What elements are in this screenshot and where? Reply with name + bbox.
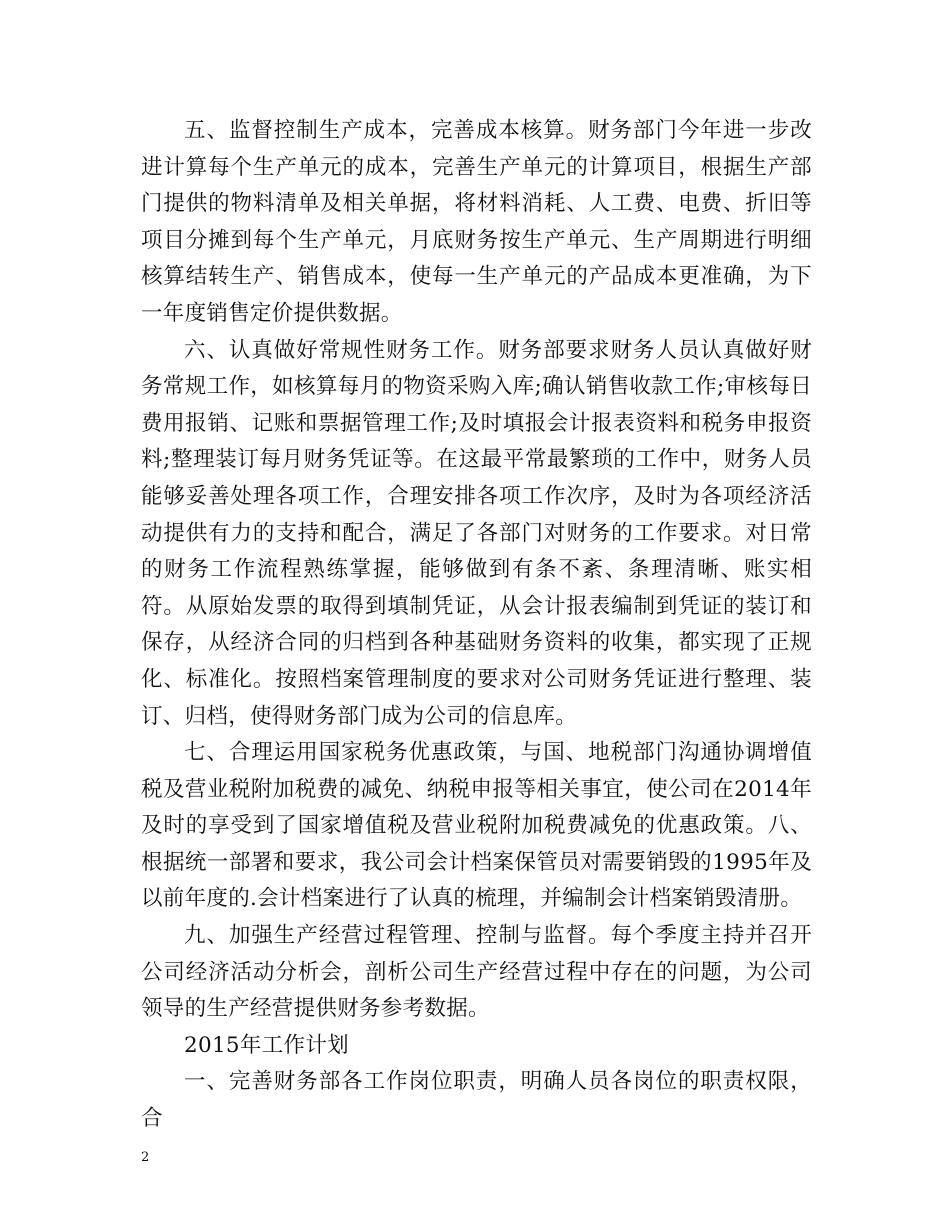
paragraph-production-management: 九、加强生产经营过程管理、控制与监督。每个季度主持并召开公司经济活动分析会，剖析公司生产经营过程中存在的问题，为公司领导的生产经营提供财务参考数据。 xyxy=(141,923,812,1022)
paragraph-routine-finance-work: 六、认真做好常规性财务工作。财务部要求财务人员认真做好财务常规工作，如核算每月的物资采购入库;确认销售收款工作;审核每日费用报销、记账和票据管理工作;及时填报会计报表资料和税务申报资料;整理装订每月财务凭证等。在这最平常最繁琐的工作中，财务人员能够妥善处理各项工作，合理安排各项工作次序，及时为各项经济活动提供有力的支持和配合，满足了各部门对财务的工作要求。对日常的财务工作流程熟练掌握，能够做到有条不紊、条理清晰、账实相符。从原始发票的取得到填制凭证，从会计报表编制到凭证的装订和保存，从经济合同的归档到各种基础财务资料的收集，都实现了正规化、标准化。按照档案管理制度的要求对公司财务凭证进行整理、装订、归档，使得财务部门成为公司的信息库。 xyxy=(141,337,812,729)
work-plan-heading: 2015年工作计划 xyxy=(184,1032,349,1058)
paragraph-tax-policy: 七、合理运用国家税务优惠政策，与国、地税部门沟通协调增值税及营业税附加税费的减免、纳税申报等相关事宜，使公司在2014年及时的享受到了国家增值税及营业税附加税费减免的优惠政策。八、根据统一部署和要求，我公司会计档案保管员对需要销毁的1995年及以前年度的.会计档案进行了认真的梳理，并编制会计档案销毁清册。 xyxy=(141,740,812,912)
paragraph-job-duties: 一、完善财务部各工作岗位职责，明确人员各岗位的职责权限，合 xyxy=(141,1069,812,1132)
paragraph-cost-control: 五、监督控制生产成本，完善成本核算。财务部门今年进一步改进计算每个生产单元的成本，完善生产单元的计算项目，根据生产部门提供的物料清单及相关单据，将材料消耗、人工费、电费、折旧等项目分摊到每个生产单元，月底财务按生产单元、生产周期进行明细核算结转生产、销售成本，使每一生产单元的产品成本更准确，为下一年度销售定价提供数据。 xyxy=(141,118,812,326)
page-number: 2 xyxy=(141,1150,150,1165)
document-body xyxy=(141,113,812,1138)
